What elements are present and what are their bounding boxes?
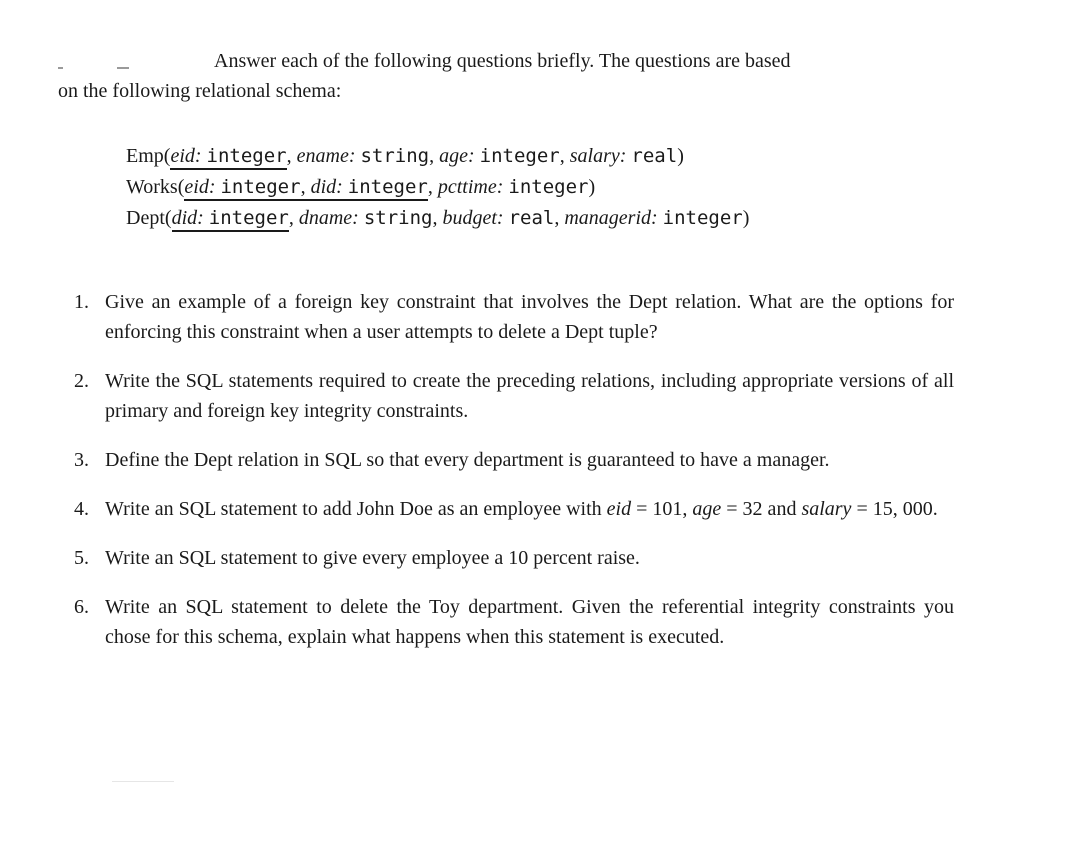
math-variable: salary <box>801 498 852 520</box>
question-5 <box>74 543 954 573</box>
math-variable: eid <box>606 498 632 520</box>
field-type: real <box>631 145 678 167</box>
field-name: salary: <box>569 145 627 167</box>
primary-key <box>170 145 286 170</box>
schema-dept: Dept(did: integer, dname: string, budget: real, managerid: integer) <box>126 203 749 234</box>
field-name: dname: <box>298 207 359 229</box>
intro-line-1: Answer each of the following questions briefly. The questions are based <box>214 50 791 72</box>
field-name: age: <box>439 145 475 167</box>
question-number: 4. <box>74 498 89 520</box>
question-text: Give an example of a foreign key constraint that involves the Dept relation. What are the options for enforcing this constraint when a user attempts to delete a Dept tuple? <box>105 291 954 343</box>
question-3 <box>74 445 954 475</box>
question-number: 2. <box>74 370 89 392</box>
field-type: integer <box>220 176 301 198</box>
question-6 <box>74 592 954 652</box>
schema-emp: Emp(eid: integer, ename: string, age: integer, salary: real) <box>126 141 749 172</box>
field-name: pcttime: <box>437 176 504 198</box>
intro-line-2: on the following relational schema: <box>58 80 342 102</box>
question-text: Write an SQL statement to delete the Toy department. Given the referential integrity constraints you chose for this schema, explain what happens when this statement is executed. <box>105 596 954 648</box>
primary-key <box>172 207 289 232</box>
question-text: Define the Dept relation in SQL so that every department is guaranteed to have a manager. <box>105 449 830 471</box>
field-type: integer <box>208 207 289 229</box>
relational-schema <box>126 141 749 234</box>
relation-name: Emp <box>126 145 164 167</box>
question-number: 5. <box>74 547 89 569</box>
field-name: did: <box>310 176 343 198</box>
question-2 <box>74 366 954 426</box>
relation-name: Dept <box>126 207 165 229</box>
field-type: real <box>508 207 555 229</box>
question-number: 3. <box>74 449 89 471</box>
field-type: integer <box>479 145 560 167</box>
question-text <box>105 498 938 520</box>
math-variable: age <box>692 498 722 520</box>
relation-name: Works <box>126 176 178 198</box>
question-1 <box>74 287 954 347</box>
question-number: 6. <box>74 596 89 618</box>
scan-artifact-line <box>112 781 174 782</box>
question-text-part: = 32 and <box>721 498 802 520</box>
question-text-part: = 15, 000. <box>851 498 938 520</box>
question-text: Write an SQL statement to give every employee a 10 percent raise. <box>105 547 640 569</box>
field-type: integer <box>508 176 589 198</box>
question-text-part: Write an SQL statement to add John Doe as an employee with <box>105 498 607 520</box>
primary-key: eid: integer, did: integer <box>184 176 427 201</box>
question-text-part: = 101, <box>631 498 693 520</box>
field-name: eid: <box>184 176 216 198</box>
field-type: integer <box>206 145 287 167</box>
field-type: integer <box>347 176 428 198</box>
field-type: integer <box>662 207 743 229</box>
field-name: eid: <box>170 145 202 167</box>
question-list <box>74 287 954 671</box>
field-name: did: <box>171 207 204 229</box>
intro-paragraph <box>58 46 958 106</box>
field-type: string <box>360 145 430 167</box>
question-number: 1. <box>74 291 89 313</box>
field-type: string <box>363 207 433 229</box>
field-name: budget: <box>442 207 504 229</box>
field-name: ename: <box>296 145 356 167</box>
field-name: managerid: <box>564 207 658 229</box>
schema-works: Works(eid: integer, did: integer, pcttime: integer) <box>126 172 749 203</box>
question-4 <box>74 494 954 524</box>
question-text: Write the SQL statements required to create the preceding relations, including appropriate versions of all primary and foreign key integrity constraints. <box>105 370 954 422</box>
